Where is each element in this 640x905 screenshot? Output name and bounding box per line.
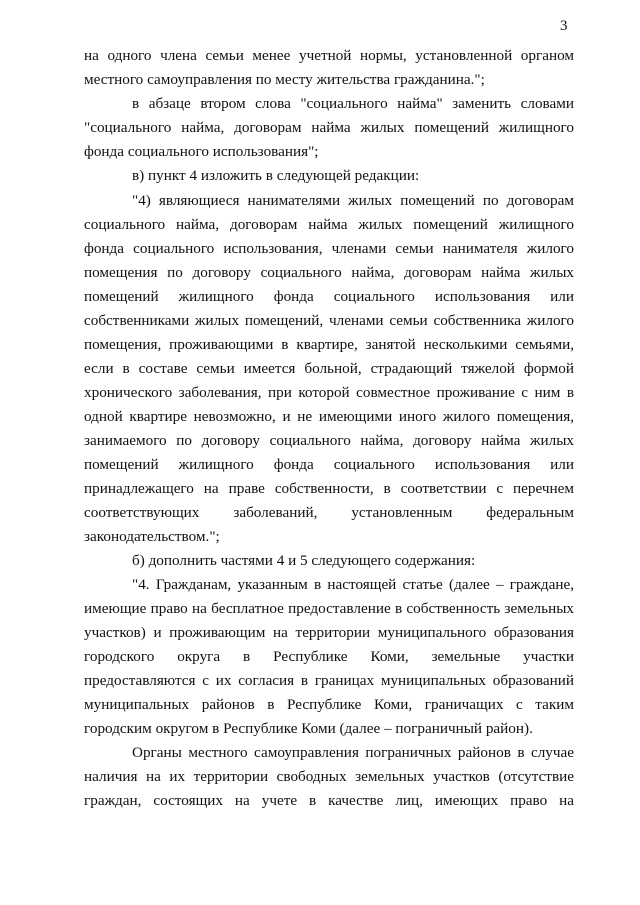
text-line: помещения по договору социального найма, договорам найма жилых [84, 264, 574, 281]
text-line: в) пункт 4 изложить в следующей редакции: [132, 167, 420, 184]
page-number: 3 [560, 18, 568, 34]
text-line: помещений жилищного фонда социального использования или [84, 456, 574, 473]
text-line: фонда социального использования"; [84, 143, 319, 160]
text-line: на одного члена семьи менее учетной нормы, установленной органом [84, 47, 574, 64]
text-line: участков) и проживающим на территории муниципального образования [84, 624, 574, 641]
text-line: соответствующих заболеваний, установленным федеральным [84, 504, 574, 521]
text-line: б) дополнить частями 4 и 5 следующего содержания: [132, 552, 476, 569]
text-line: "4) являющиеся нанимателями жилых помещений по договорам [132, 192, 574, 209]
text-line: помещений жилищного фонда социального использования или [84, 288, 574, 305]
text-line: городским округом в Республике Коми (далее – пограничный район). [84, 720, 533, 737]
text-line: собственниками жилых помещений, членами семьи собственника жилого [84, 312, 574, 329]
text-line: предоставляются с их согласия в границах муниципальных образований [84, 672, 574, 689]
text-line: "4. Гражданам, указанным в настоящей статье (далее – граждане, [132, 576, 574, 593]
text-line: хронического заболевания, при которой совместное проживание с ним в [84, 384, 574, 401]
text-line: законодательством."; [84, 528, 220, 545]
text-line: граждан, состоящих на учете в качестве лиц, имеющих право на [84, 792, 574, 809]
text-line: Органы местного самоуправления пограничных районов в случае [132, 744, 574, 761]
text-line: фонда социального использования, членами семьи нанимателя жилого [84, 240, 574, 257]
text-line: в абзаце втором слова "социального найма" заменить словами [132, 95, 574, 112]
text-line: если в составе семьи имеется больной, страдающий тяжелой формой [84, 360, 574, 377]
text-line: помещения, проживающими в квартире, занятой несколькими семьями, [84, 336, 574, 353]
text-line: городского округа в Республике Коми, земельные участки [84, 648, 574, 665]
text-line: местного самоуправления по месту жительства гражданина."; [84, 71, 485, 88]
text-line: принадлежащего на праве собственности, в соответствии с перечнем [84, 480, 574, 497]
text-line: социального найма, договорам найма жилых помещений жилищного [84, 216, 574, 233]
text-line: муниципальных районов в Республике Коми, граничащих с таким [84, 696, 574, 713]
text-line: одной квартире невозможно, и не имеющими иного жилого помещения, [84, 408, 574, 425]
text-line: "социального найма, договорам найма жилых помещений жилищного [84, 119, 574, 136]
text-line: занимаемого по договору социального найма, договору найма жилых [84, 432, 574, 449]
text-line: имеющие право на бесплатное предоставление в собственность земельных [84, 600, 574, 617]
text-line: наличия на их территории свободных земельных участков (отсутствие [84, 768, 574, 785]
